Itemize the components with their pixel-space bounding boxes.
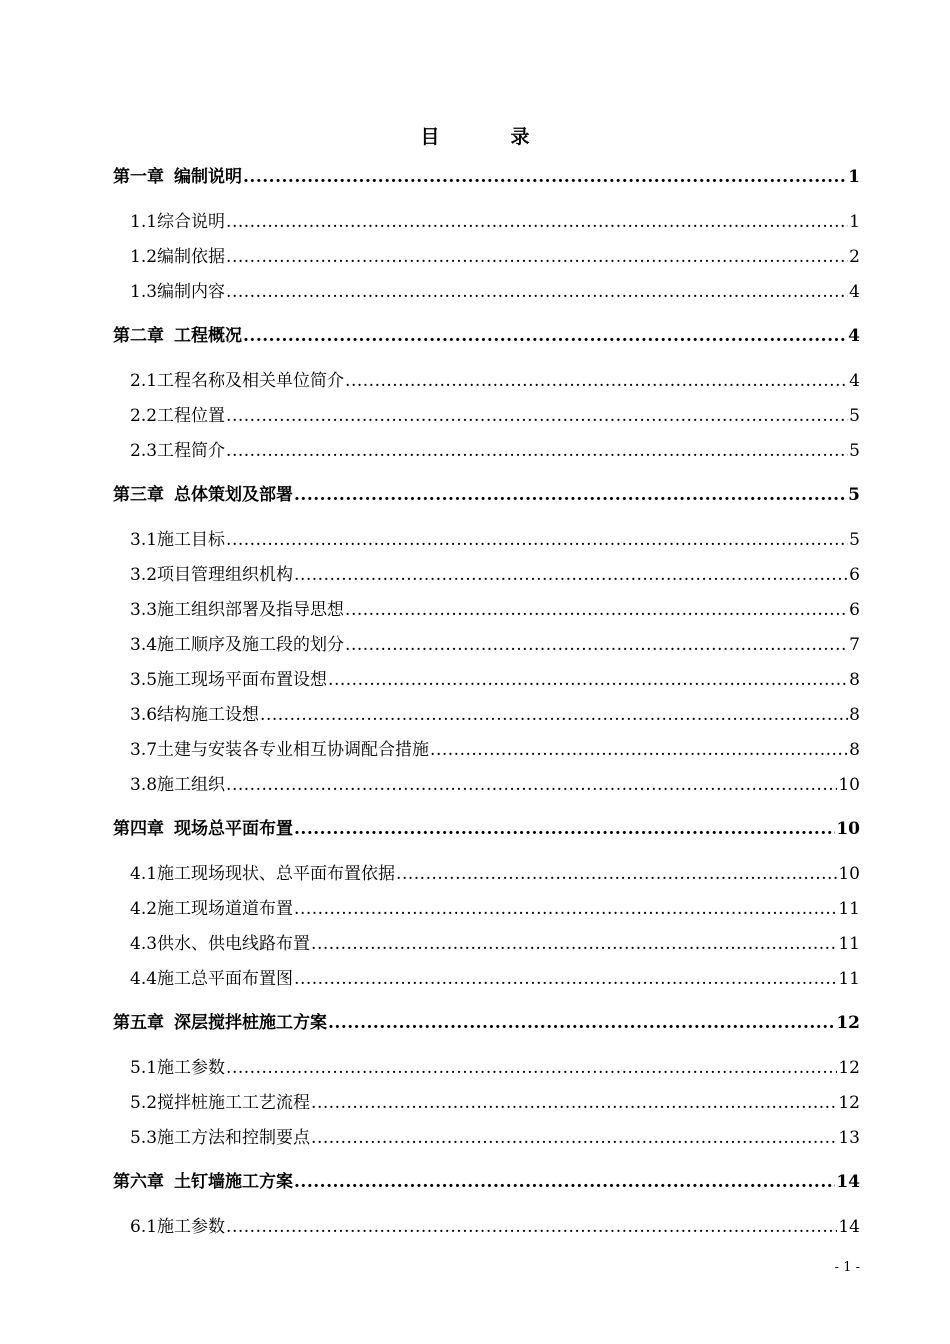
toc-section-entry[interactable] xyxy=(113,628,860,663)
toc-entry-number: 4.1 xyxy=(130,864,158,884)
toc-entry-label: 施工方法和控制要点 xyxy=(157,1128,311,1148)
toc-entry-page: 10 xyxy=(838,775,860,795)
dot-leader xyxy=(294,1165,835,1200)
dot-leader xyxy=(396,857,837,892)
dot-leader xyxy=(260,698,848,733)
toc-entry-page: 5 xyxy=(848,485,860,505)
toc-entry-number: 1.2 xyxy=(130,247,158,267)
toc-entry-page: 13 xyxy=(838,1128,860,1148)
toc-entry-label: 总体策划及部署 xyxy=(174,485,293,505)
toc-section-entry[interactable] xyxy=(113,663,860,698)
toc-section-entry[interactable] xyxy=(113,857,860,892)
toc-entry-page: 10 xyxy=(838,864,860,884)
toc-entry-number: 2.3 xyxy=(130,441,158,461)
toc-entry-label: 编制内容 xyxy=(157,282,226,302)
toc-section-entry[interactable] xyxy=(113,1121,860,1156)
dot-leader xyxy=(294,962,837,997)
toc-entry-page: 6 xyxy=(849,600,860,620)
toc-entry-number: 3.4 xyxy=(130,635,158,655)
toc-section-entry[interactable] xyxy=(113,434,860,469)
toc-entry-number: 第六章 xyxy=(113,1172,164,1192)
toc-entry-page: 1 xyxy=(849,212,860,232)
toc-section-entry[interactable] xyxy=(113,240,860,275)
toc-entry-number: 3.3 xyxy=(130,600,158,620)
toc-entry-number: 第二章 xyxy=(113,326,164,346)
toc-entry-label: 编制依据 xyxy=(157,247,226,267)
toc-entry-page: 6 xyxy=(849,565,860,585)
toc-entry-label: 施工组织 xyxy=(157,775,226,795)
toc-section-entry[interactable] xyxy=(113,205,860,240)
toc-entry-number: 2.2 xyxy=(130,406,158,426)
toc-entry-page: 5 xyxy=(849,441,860,461)
toc-chapter-entry[interactable] xyxy=(113,160,860,195)
dot-leader xyxy=(226,434,848,469)
toc-entry-page: 11 xyxy=(838,899,860,919)
toc-entry-label: 施工顺序及施工段的划分 xyxy=(157,635,345,655)
toc-entry-number: 4.2 xyxy=(130,899,158,919)
toc-entry-page: 11 xyxy=(838,969,860,989)
dot-leader xyxy=(294,892,837,927)
page-number-footer: - 1 - xyxy=(834,1260,860,1275)
toc-entry-page: 4 xyxy=(849,371,860,391)
toc-entry-number: 4.4 xyxy=(130,969,158,989)
toc-entry-number: 5.3 xyxy=(130,1128,158,1148)
toc-section-entry[interactable] xyxy=(113,364,860,399)
toc-entry-number: 5.1 xyxy=(130,1058,158,1078)
toc-entry-number: 第三章 xyxy=(113,485,164,505)
toc-entry-number: 3.7 xyxy=(130,740,158,760)
toc-section-entry[interactable] xyxy=(113,558,860,593)
toc-entry-number: 6.1 xyxy=(130,1217,158,1237)
toc-entry-page: 14 xyxy=(838,1217,860,1237)
toc-entry-number: 5.2 xyxy=(130,1093,158,1113)
toc-entry-number: 3.2 xyxy=(130,565,158,585)
toc-section-entry[interactable] xyxy=(113,275,860,310)
toc-entry-number: 2.1 xyxy=(130,371,158,391)
toc-entry-label: 施工目标 xyxy=(157,530,226,550)
toc-entry-number: 第一章 xyxy=(113,167,164,187)
toc-section-entry[interactable] xyxy=(113,698,860,733)
toc-chapter-entry[interactable] xyxy=(113,319,860,354)
dot-leader xyxy=(430,733,848,768)
toc-entry-number: 第四章 xyxy=(113,819,164,839)
toc-entry-page: 2 xyxy=(849,247,860,267)
toc-section-entry[interactable] xyxy=(113,733,860,768)
toc-title: 目 录 xyxy=(420,126,556,148)
toc-entry-page: 1 xyxy=(848,167,860,187)
toc-entry-label: 工程概况 xyxy=(174,326,242,346)
toc-entry-label: 结构施工设想 xyxy=(157,705,260,725)
dot-leader xyxy=(226,523,848,558)
dot-leader xyxy=(345,364,848,399)
dot-leader xyxy=(328,1006,835,1041)
dot-leader xyxy=(345,593,848,628)
toc-section-entry[interactable] xyxy=(113,1210,860,1245)
toc-section-entry[interactable] xyxy=(113,593,860,628)
dot-leader xyxy=(226,768,837,803)
dot-leader xyxy=(226,1210,837,1245)
dot-leader xyxy=(243,319,847,354)
toc-entry-label: 编制说明 xyxy=(174,167,242,187)
toc-entry-label: 土建与安装各专业相互协调配合措施 xyxy=(157,740,430,760)
toc-entry-number: 1.1 xyxy=(130,212,158,232)
toc-entry-label: 施工现场道道布置 xyxy=(157,899,294,919)
dot-leader xyxy=(311,927,837,962)
dot-leader xyxy=(345,628,848,663)
toc-chapter-entry[interactable] xyxy=(113,1165,860,1200)
toc-entry-label: 供水、供电线路布置 xyxy=(157,934,311,954)
toc-entry-number: 3.6 xyxy=(130,705,158,725)
toc-entry-label: 现场总平面布置 xyxy=(174,819,293,839)
toc-section-entry[interactable] xyxy=(113,892,860,927)
toc-entry-label: 工程名称及相关单位简介 xyxy=(157,371,345,391)
toc-entry-label: 工程位置 xyxy=(157,406,226,426)
toc-entry-label: 工程简介 xyxy=(157,441,226,461)
dot-leader xyxy=(311,1086,837,1121)
toc-section-entry[interactable] xyxy=(113,399,860,434)
toc-chapter-entry[interactable] xyxy=(113,478,860,513)
toc-section-entry[interactable] xyxy=(113,962,860,997)
toc-entry-label: 综合说明 xyxy=(157,212,226,232)
toc-entry-number: 4.3 xyxy=(130,934,158,954)
toc-entry-page: 12 xyxy=(838,1058,860,1078)
toc-section-entry[interactable] xyxy=(113,1051,860,1086)
toc-entry-page: 4 xyxy=(849,282,860,302)
toc-entry-page: 5 xyxy=(849,530,860,550)
toc-section-entry[interactable] xyxy=(113,523,860,558)
dot-leader xyxy=(294,558,848,593)
toc-entry-page: 12 xyxy=(836,1013,860,1033)
toc-entry-page: 8 xyxy=(849,740,860,760)
dot-leader xyxy=(226,1051,837,1086)
toc-chapter-entry[interactable] xyxy=(113,812,860,847)
toc-entry-page: 4 xyxy=(848,326,860,346)
toc-entry-page: 14 xyxy=(836,1172,860,1192)
toc-entry-page: 10 xyxy=(836,819,860,839)
toc-entry-label: 施工总平面布置图 xyxy=(157,969,294,989)
dot-leader xyxy=(311,1121,837,1156)
toc-entry-page: 11 xyxy=(838,934,860,954)
toc-entry-label: 项目管理组织机构 xyxy=(157,565,294,585)
dot-leader xyxy=(294,812,835,847)
dot-leader xyxy=(294,478,847,513)
toc-entry-label: 施工参数 xyxy=(157,1217,226,1237)
dot-leader xyxy=(226,399,848,434)
toc-entry-page: 8 xyxy=(849,705,860,725)
toc-entry-number: 1.3 xyxy=(130,282,158,302)
dot-leader xyxy=(243,160,847,195)
dot-leader xyxy=(226,240,848,275)
toc-entry-label: 施工参数 xyxy=(157,1058,226,1078)
toc-entry-page: 7 xyxy=(849,635,860,655)
dot-leader xyxy=(328,663,848,698)
toc-entry-page: 12 xyxy=(838,1093,860,1113)
toc-entry-page: 8 xyxy=(849,670,860,690)
toc-entry-label: 土钉墙施工方案 xyxy=(174,1172,293,1192)
toc-entry-label: 搅拌桩施工工艺流程 xyxy=(157,1093,311,1113)
dot-leader xyxy=(226,275,848,310)
table-of-contents xyxy=(113,160,860,1245)
toc-entry-label: 施工组织部署及指导思想 xyxy=(157,600,345,620)
toc-entry-number: 3.5 xyxy=(130,670,158,690)
toc-entry-page: 5 xyxy=(849,406,860,426)
dot-leader xyxy=(226,205,848,240)
toc-section-entry[interactable] xyxy=(113,927,860,962)
toc-entry-label: 施工现场平面布置设想 xyxy=(157,670,328,690)
toc-entry-number: 第五章 xyxy=(113,1013,164,1033)
toc-entry-number: 3.1 xyxy=(130,530,158,550)
toc-entry-label: 施工现场现状、总平面布置依据 xyxy=(157,864,396,884)
toc-chapter-entry[interactable] xyxy=(113,1006,860,1041)
toc-entry-label: 深层搅拌桩施工方案 xyxy=(174,1013,327,1033)
toc-section-entry[interactable] xyxy=(113,1086,860,1121)
toc-entry-number: 3.8 xyxy=(130,775,158,795)
toc-section-entry[interactable] xyxy=(113,768,860,803)
